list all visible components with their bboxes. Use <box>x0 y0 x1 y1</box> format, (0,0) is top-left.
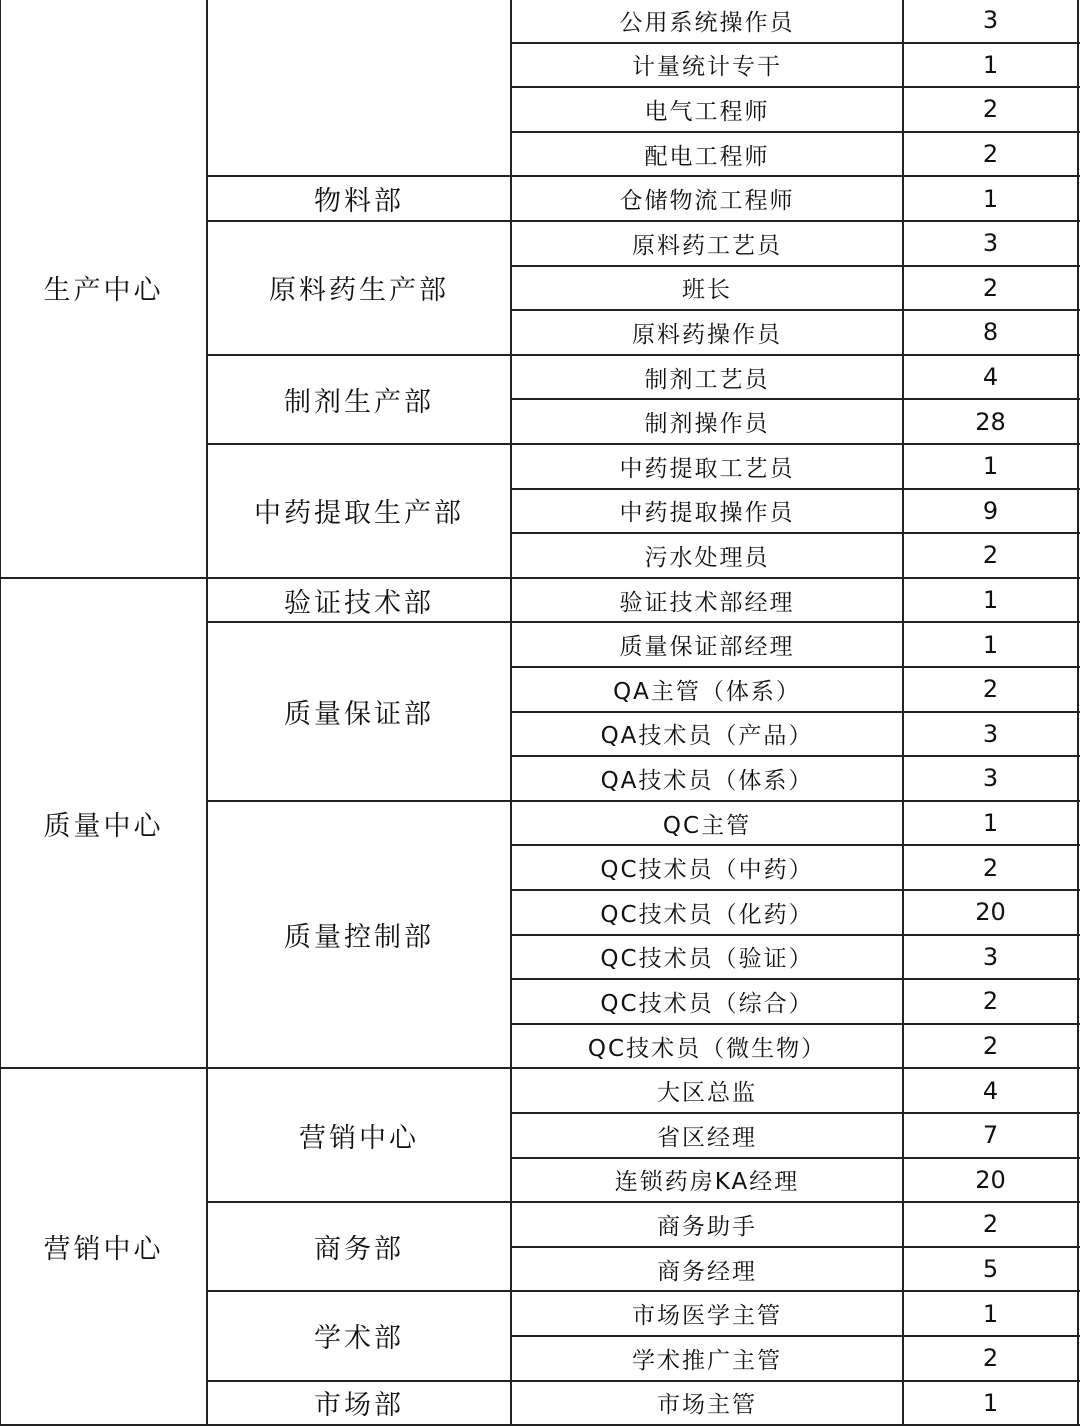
position-count: 3 <box>982 942 999 971</box>
position-count: 1 <box>982 50 999 79</box>
position-count: 4 <box>982 1076 999 1105</box>
position-title: QA技术员（体系） <box>600 767 814 794</box>
position-title: 市场主管 <box>657 1392 757 1419</box>
position-title: 质量保证部经理 <box>619 634 795 661</box>
position-count: 1 <box>982 586 999 615</box>
position-title: QA主管（体系） <box>613 678 801 705</box>
position-count: 2 <box>982 1032 999 1061</box>
department-name: 物料部 <box>314 186 404 218</box>
position-count: 1 <box>982 1299 999 1328</box>
position-count: 4 <box>982 363 999 392</box>
position-title: 污水处理员 <box>644 544 770 571</box>
position-count: 3 <box>982 6 999 35</box>
position-title: 省区经理 <box>657 1124 757 1151</box>
department-name: 质量保证部 <box>284 699 434 731</box>
position-count: 1 <box>982 809 999 838</box>
position-title: 中药提取操作员 <box>619 500 795 527</box>
department-name: 市场部 <box>314 1390 404 1422</box>
department-name: 验证技术部 <box>284 587 434 619</box>
position-count: 3 <box>982 764 999 793</box>
column-divider-0 <box>0 0 1 1425</box>
position-count: 3 <box>982 229 999 258</box>
position-title: 原料药工艺员 <box>632 232 782 259</box>
position-title: 商务助手 <box>657 1213 757 1240</box>
position-title: 中药提取工艺员 <box>619 455 795 482</box>
department-name: 质量控制部 <box>284 922 434 954</box>
position-count: 2 <box>982 853 999 882</box>
position-title: 配电工程师 <box>644 143 770 170</box>
position-title: 市场医学主管 <box>632 1303 782 1330</box>
position-title: QC技术员（微生物） <box>587 1035 827 1062</box>
position-title: 验证技术部经理 <box>619 589 795 616</box>
position-count: 2 <box>982 675 999 704</box>
position-count: 2 <box>982 273 999 302</box>
column-divider-3 <box>902 0 904 1425</box>
position-count: 8 <box>982 318 999 347</box>
position-title: 连锁药房KA经理 <box>614 1169 800 1196</box>
position-title: 制剂工艺员 <box>644 366 770 393</box>
position-title: QC技术员（综合） <box>600 990 814 1017</box>
position-title: 计量统计专干 <box>632 54 782 81</box>
position-title: 仓储物流工程师 <box>619 188 795 215</box>
position-count: 2 <box>982 95 999 124</box>
position-title: 商务经理 <box>657 1258 757 1285</box>
position-title: QC技术员（化药） <box>600 901 814 928</box>
position-count: 5 <box>982 1255 999 1284</box>
position-count: 1 <box>982 184 999 213</box>
column-divider-4 <box>1077 0 1079 1425</box>
department-name: 学术部 <box>314 1323 404 1355</box>
position-title: 学术推广主管 <box>632 1347 782 1374</box>
center-name: 质量中心 <box>43 810 164 842</box>
position-count: 1 <box>982 452 999 481</box>
position-count: 2 <box>982 541 999 570</box>
position-title: 公用系统操作员 <box>619 9 795 36</box>
department-name: 制剂生产部 <box>284 386 434 418</box>
department-name: 原料药生产部 <box>269 275 449 307</box>
position-count: 7 <box>982 1121 999 1150</box>
position-count: 9 <box>982 496 999 525</box>
position-count: 20 <box>975 898 1006 927</box>
position-count: 20 <box>975 1165 1006 1194</box>
position-count: 28 <box>975 407 1006 436</box>
position-title: 电气工程师 <box>644 98 770 125</box>
column-divider-1 <box>206 0 208 1425</box>
department-name: 营销中心 <box>299 1122 419 1154</box>
center-name: 生产中心 <box>43 275 164 307</box>
department-name: 中药提取生产部 <box>254 498 464 530</box>
position-title: QA技术员（产品） <box>600 723 814 750</box>
department-name: 商务部 <box>314 1234 404 1266</box>
position-title: QC技术员（中药） <box>600 857 814 884</box>
center-name: 营销中心 <box>43 1234 164 1266</box>
position-title: 班长 <box>682 277 732 304</box>
position-count: 2 <box>982 1344 999 1373</box>
position-count: 2 <box>982 140 999 169</box>
position-title: QC主管 <box>662 812 752 839</box>
column-divider-2 <box>510 0 512 1425</box>
position-count: 1 <box>982 630 999 659</box>
position-count: 2 <box>982 987 999 1016</box>
position-title: 大区总监 <box>657 1080 757 1107</box>
position-count: 3 <box>982 719 999 748</box>
position-title: 原料药操作员 <box>632 321 782 348</box>
position-title: QC技术员（验证） <box>600 946 814 973</box>
position-title: 制剂操作员 <box>644 411 770 438</box>
position-count: 1 <box>982 1388 999 1417</box>
department-name <box>207 0 511 68</box>
position-count: 2 <box>982 1210 999 1239</box>
